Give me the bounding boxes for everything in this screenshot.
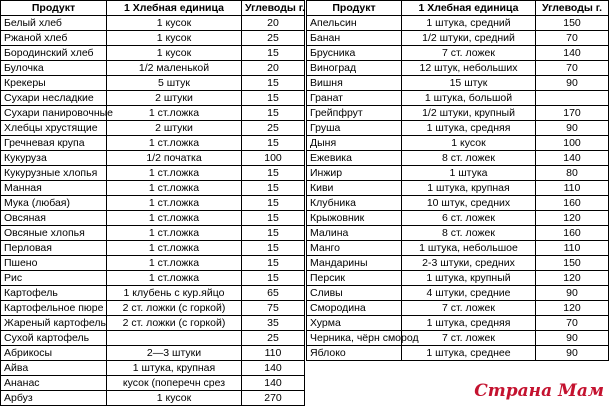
table-row: [307, 106, 609, 121]
bread-unit-cell: 2-3 штуки, средних: [402, 256, 536, 271]
bread-unit-cell: 1 штука: [402, 166, 536, 181]
bread-unit-cell: 12 штук, небольших: [402, 61, 536, 76]
table-row: [307, 346, 609, 361]
bread-unit-cell: 8 ст. ложек: [402, 151, 536, 166]
table-row: [1, 61, 305, 76]
carbs-cell: 150: [536, 16, 609, 31]
carbs-cell: 20: [242, 61, 305, 76]
table-row: [1, 181, 305, 196]
carbs-cell: 25: [242, 121, 305, 136]
carbs-cell: 120: [536, 271, 609, 286]
product-cell: Пшено: [1, 256, 107, 271]
bread-unit-cell: 5 штук: [107, 76, 242, 91]
carbs-cell: 160: [536, 226, 609, 241]
product-cell: Мандарины: [307, 256, 402, 271]
bread-unit-cell: 7 ст. ложек: [402, 331, 536, 346]
carbs-cell: 270: [242, 391, 305, 406]
product-cell: Черника, чёрн смород: [307, 331, 402, 346]
product-cell: Кукуруза: [1, 151, 107, 166]
carbs-cell: 70: [536, 316, 609, 331]
table-row: [1, 46, 305, 61]
bread-unit-cell: 1 кусок: [107, 16, 242, 31]
carbs-cell: 140: [242, 376, 305, 391]
table-row: [1, 151, 305, 166]
bread-unit-cell: 1 ст.ложка: [107, 106, 242, 121]
bread-unit-cell: 4 штуки, средние: [402, 286, 536, 301]
bread-unit-cell: 2 штуки: [107, 91, 242, 106]
product-cell: Клубника: [307, 196, 402, 211]
bread-unit-cell: 10 штук, средних: [402, 196, 536, 211]
product-cell: Айва: [1, 361, 107, 376]
product-cell: Хлебцы хрустящие: [1, 121, 107, 136]
carbs-cell: 90: [536, 286, 609, 301]
carbs-cell: 15: [242, 166, 305, 181]
product-cell: Яблоко: [307, 346, 402, 361]
table-row: [1, 76, 305, 91]
carbs-cell: 170: [536, 106, 609, 121]
bread-unit-cell: 1 ст.ложка: [107, 136, 242, 151]
table-body: [307, 16, 609, 361]
product-cell: Рис: [1, 271, 107, 286]
carbs-cell: 15: [242, 106, 305, 121]
product-cell: Манная: [1, 181, 107, 196]
column-header: 1 Хлебная единица: [107, 1, 242, 16]
carbs-cell: 90: [536, 346, 609, 361]
bread-unit-cell: 2 штуки: [107, 121, 242, 136]
bread-unit-cell: 2—3 штуки: [107, 346, 242, 361]
table-row: [1, 241, 305, 256]
table-row: [307, 151, 609, 166]
bread-unit-cell: 1/2 штуки, средний: [402, 31, 536, 46]
bread-unit-cell: 15 штук: [402, 76, 536, 91]
bread-unit-cell: 1 штука, средняя: [402, 121, 536, 136]
product-cell: Кукурузные хлопья: [1, 166, 107, 181]
bread-unit-cell: 1 штука, крупный: [402, 271, 536, 286]
table-row: [307, 316, 609, 331]
product-cell: Вишня: [307, 76, 402, 91]
product-cell: Картофель: [1, 286, 107, 301]
carbs-cell: 70: [536, 61, 609, 76]
table-row: [1, 91, 305, 106]
bread-unit-cell: 1 штука, крупная: [107, 361, 242, 376]
product-cell: Инжир: [307, 166, 402, 181]
carbs-cell: 20: [242, 16, 305, 31]
product-cell: Мука (любая): [1, 196, 107, 211]
product-cell: Крыжовник: [307, 211, 402, 226]
table-row: [1, 301, 305, 316]
bread-unit-cell: 1 ст.ложка: [107, 211, 242, 226]
table-row: [307, 181, 609, 196]
table-row: [1, 286, 305, 301]
bread-unit-cell: 1 ст.ложка: [107, 271, 242, 286]
carbs-cell: 25: [242, 331, 305, 346]
product-cell: Булочка: [1, 61, 107, 76]
table-row: [307, 166, 609, 181]
product-cell: Апельсин: [307, 16, 402, 31]
product-cell: Малина: [307, 226, 402, 241]
product-cell: Сливы: [307, 286, 402, 301]
carbs-cell: 80: [536, 166, 609, 181]
product-cell: Гречневая крупа: [1, 136, 107, 151]
table-row: [307, 196, 609, 211]
carbs-cell: 110: [536, 241, 609, 256]
carbs-cell: 15: [242, 76, 305, 91]
table-row: [1, 226, 305, 241]
carbs-cell: 90: [536, 76, 609, 91]
table-header-row: [307, 1, 609, 16]
bread-unit-cell: 1 штука, средняя: [402, 316, 536, 331]
carbs-cell: 15: [242, 181, 305, 196]
table-row: [307, 211, 609, 226]
column-header: Углеводы г.: [536, 1, 609, 16]
table-row: [1, 256, 305, 271]
table-row: [1, 106, 305, 121]
product-cell: Белый хлеб: [1, 16, 107, 31]
carbs-cell: 90: [536, 331, 609, 346]
carbs-cell: 140: [536, 46, 609, 61]
table-row: [307, 256, 609, 271]
product-cell: Ананас: [1, 376, 107, 391]
bread-unit-cell: 7 ст. ложек: [402, 301, 536, 316]
bread-unit-cell: 1 ст.ложка: [107, 166, 242, 181]
bread-unit-cell: 1 штука, большой: [402, 91, 536, 106]
table-row: [307, 76, 609, 91]
bread-unit-cell: 7 ст. ложек: [402, 46, 536, 61]
product-cell: Овсяные хлопья: [1, 226, 107, 241]
carbs-cell: 70: [536, 31, 609, 46]
table-row: [307, 61, 609, 76]
product-cell: Виноград: [307, 61, 402, 76]
carbs-cell: 15: [242, 271, 305, 286]
table-row: [307, 271, 609, 286]
bread-unit-cell: 1 кусок: [107, 391, 242, 406]
column-header: Продукт: [307, 1, 402, 16]
table-row: [1, 121, 305, 136]
product-cell: Арбуз: [1, 391, 107, 406]
product-cell: Киви: [307, 181, 402, 196]
table-row: [1, 316, 305, 331]
carbs-cell: 15: [242, 226, 305, 241]
carbs-cell: 140: [536, 151, 609, 166]
table-row: [1, 376, 305, 391]
product-cell: Сухари панировочные: [1, 106, 107, 121]
carbs-cell: 15: [242, 241, 305, 256]
bread-unit-cell: кусок (поперечн срез: [107, 376, 242, 391]
product-cell: Ржаной хлеб: [1, 31, 107, 46]
bread-unit-cell: 2 ст. ложки (с горкой): [107, 301, 242, 316]
table-row: [1, 16, 305, 31]
product-cell: Крекеры: [1, 76, 107, 91]
table-body: [1, 16, 305, 406]
carbs-cell: 25: [242, 31, 305, 46]
bread-unit-cell: 1 кусок: [107, 46, 242, 61]
table-row: [307, 301, 609, 316]
bread-unit-cell: 1 клубень с кур.яйцо: [107, 286, 242, 301]
table-row: [307, 121, 609, 136]
table-row: [307, 31, 609, 46]
bread-unit-cell: 1 кусок: [107, 31, 242, 46]
table-row: [1, 331, 305, 346]
carbs-cell: [536, 91, 609, 106]
table-row: [307, 241, 609, 256]
table-row: [1, 391, 305, 406]
carbs-cell: 110: [242, 346, 305, 361]
carbs-cell: 120: [536, 301, 609, 316]
bread-unit-cell: 1 ст.ложка: [107, 256, 242, 271]
carb-table-right: [306, 0, 609, 361]
product-cell: Жареный картофель: [1, 316, 107, 331]
bread-unit-cell: 1/2 початка: [107, 151, 242, 166]
table-row: [1, 31, 305, 46]
bread-unit-cell: 1 штука, крупная: [402, 181, 536, 196]
watermark-logo: [474, 381, 604, 401]
table-row: [1, 346, 305, 361]
product-cell: Смородина: [307, 301, 402, 316]
table-row: [1, 166, 305, 181]
bread-unit-cell: 8 ст. ложек: [402, 226, 536, 241]
carbs-cell: 100: [242, 151, 305, 166]
carbs-cell: 35: [242, 316, 305, 331]
table-row: [1, 196, 305, 211]
bread-unit-cell: 1 ст.ложка: [107, 226, 242, 241]
table-row: [1, 271, 305, 286]
bread-unit-cell: 1 штука, среднее: [402, 346, 536, 361]
product-cell: Абрикосы: [1, 346, 107, 361]
product-cell: Гранат: [307, 91, 402, 106]
carbs-cell: 140: [242, 361, 305, 376]
bread-unit-cell: 1 ст.ложка: [107, 181, 242, 196]
watermark-text: Страна Мам: [474, 381, 604, 401]
product-cell: Ежевика: [307, 151, 402, 166]
product-cell: Сухари несладкие: [1, 91, 107, 106]
product-cell: Персик: [307, 271, 402, 286]
carbs-cell: 15: [242, 196, 305, 211]
column-header: Углеводы г.: [242, 1, 305, 16]
table-row: [307, 286, 609, 301]
bread-unit-cell: 1 ст.ложка: [107, 241, 242, 256]
carbs-cell: 120: [536, 211, 609, 226]
carbs-cell: 160: [536, 196, 609, 211]
product-cell: Овсяная: [1, 211, 107, 226]
product-cell: Перловая: [1, 241, 107, 256]
column-header: Продукт: [1, 1, 107, 16]
bread-unit-cell: [107, 331, 242, 346]
carbs-cell: 110: [536, 181, 609, 196]
table-row: [307, 16, 609, 31]
product-cell: Банан: [307, 31, 402, 46]
table-row: [307, 226, 609, 241]
product-cell: Бородинский хлеб: [1, 46, 107, 61]
bread-unit-cell: 6 ст. ложек: [402, 211, 536, 226]
product-cell: Дыня: [307, 136, 402, 151]
product-cell: Манго: [307, 241, 402, 256]
table-row: [307, 91, 609, 106]
table-header-row: [1, 1, 305, 16]
bread-unit-cell: 1/2 штуки, крупный: [402, 106, 536, 121]
product-cell: Брусника: [307, 46, 402, 61]
carbs-cell: 15: [242, 256, 305, 271]
table-row: [1, 136, 305, 151]
product-cell: Хурма: [307, 316, 402, 331]
carbs-cell: 65: [242, 286, 305, 301]
bread-unit-cell: 1 ст.ложка: [107, 196, 242, 211]
table-row: [1, 361, 305, 376]
carbs-cell: 15: [242, 91, 305, 106]
table-row: [307, 46, 609, 61]
bread-unit-cell: 1/2 маленькой: [107, 61, 242, 76]
bread-unit-cell: 2 ст. ложки (с горкой): [107, 316, 242, 331]
carbs-cell: 90: [536, 121, 609, 136]
table-row: [307, 136, 609, 151]
table-row: [307, 331, 609, 346]
product-cell: Грейпфрут: [307, 106, 402, 121]
bread-unit-cell: 1 кусок: [402, 136, 536, 151]
table-row: [1, 211, 305, 226]
carbs-cell: 15: [242, 46, 305, 61]
product-cell: Картофельное пюре: [1, 301, 107, 316]
carbs-cell: 15: [242, 136, 305, 151]
product-cell: Груша: [307, 121, 402, 136]
carbs-cell: 75: [242, 301, 305, 316]
carbs-cell: 15: [242, 211, 305, 226]
bread-unit-cell: 1 штука, средний: [402, 16, 536, 31]
bread-unit-cell: 1 штука, небольшое: [402, 241, 536, 256]
carbs-cell: 150: [536, 256, 609, 271]
product-cell: Сухой картофель: [1, 331, 107, 346]
carbs-cell: 100: [536, 136, 609, 151]
column-header: 1 Хлебная единица: [402, 1, 536, 16]
